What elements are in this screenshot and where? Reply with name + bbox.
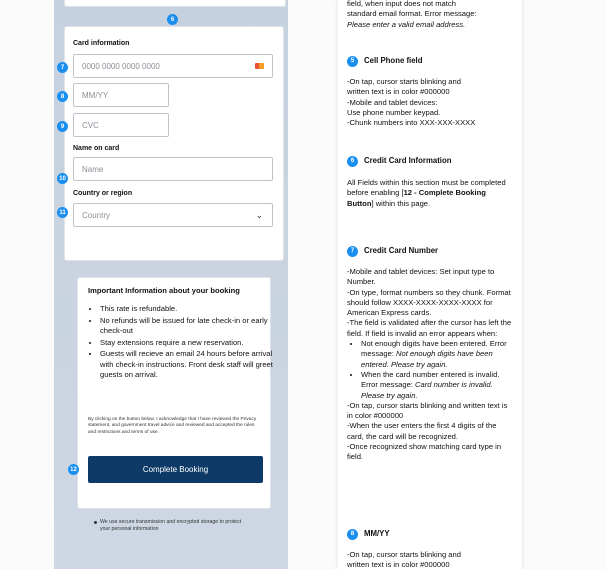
spec-line: -Mobile and tablet devices: Set input type to Number. [347,267,495,287]
mmyy-placeholder: MM/YY [82,90,109,100]
badge-7-spec: 7 [347,246,358,257]
booking-info-list [88,304,278,382]
spec-heading-8 [347,529,390,540]
mmyy-input[interactable] [73,83,169,107]
spec-panel [338,0,522,569]
card-information-section [64,26,284,261]
badge-5: 5 [347,56,358,67]
badge-6-spec: 6 [347,156,358,167]
badge-12: 12 [68,464,79,475]
spec-line: Please enter a valid email address. [347,19,466,29]
spec-line: written text is in color #000000 [347,87,450,97]
name-input[interactable] [73,157,273,181]
list-item [361,339,515,370]
list-item: • No refunds will be issued for late check-in or early check-out [100,316,278,337]
spec-line: -When the user enters the first 4 digits of the card, the card will be recognized. [347,421,497,441]
spec-line: field, when input does not match [347,0,456,8]
spec-line: -The field is validated after the cursor has left the field. If field is invalid an error appears when: [347,318,512,338]
legal-text: By clicking on the button below, I acknowledge that I have reviewed the Privacy statement, and government travel advice and reviewed and accepted the rules and restrictions and terms of use. [88,417,257,435]
list-item: • This rate is refundable. [100,304,278,315]
badge-6: 6 [167,14,178,25]
phone-mockup [54,0,288,569]
spec-body-8 [347,550,517,569]
cvc-input[interactable] [73,113,169,137]
card-number-input[interactable] [73,54,273,78]
email-spec-tail [347,0,517,30]
list-item: • Guests will recieve an email 24 hours before arrival with check-in instructions. Front desk staff will greet guests on arrival. [100,349,278,381]
spec-text: ] within this page. [371,198,431,208]
country-placeholder: Country [82,210,111,220]
spec-line: -On tap, cursor starts blinking and [347,77,461,86]
error-message: Not enough digits have been entered. Please try again. [361,349,493,369]
spec-title: Credit Card Number [364,246,439,256]
spec-title: MM/YY [364,529,390,539]
bullet-icon [94,521,97,524]
badge-9: 9 [57,121,68,132]
badge-8: 8 [57,91,68,102]
card-number-placeholder: 0000 0000 0000 0000 [82,61,160,71]
spec-error-list [347,339,515,401]
previous-section-card [64,0,286,7]
spec-heading-5 [347,56,422,67]
spec-line: -On tap, cursor starts blinking and [347,550,461,559]
spec-text: All Fields within this section must be completed before enabling [ [347,178,506,198]
cvc-placeholder: CVC [82,120,99,130]
spec-line: -On tap, cursor starts blinking and written text is in color #000000 [347,400,508,421]
spec-heading-7 [347,246,438,257]
spec-line: -Chunk numbers into XXX-XXX-XXXX [347,118,476,128]
spec-line: Use phone number keypad. [347,107,441,117]
badge-11: 11 [57,207,68,218]
spec-line: standard email format. Error message: [347,9,477,19]
spec-heading-6 [347,156,452,167]
spec-title: Credit Card Information [364,156,452,166]
booking-info-card [77,277,271,509]
spec-body-6 [347,178,513,209]
badge-8-spec: 8 [347,529,358,540]
badge-10: 10 [57,173,68,184]
spec-link-ref: 12 - Complete Booking Button [347,188,486,208]
spec-text: When the card number entered is invalid. Error message: [361,369,500,390]
spec-line: -On type, format numbers so they chunk. Format should follow XXXX-XXXX-XXXX-XXXX for American Express cards. [347,287,511,318]
spec-text: Not enough digits have been entered. Error message: [361,339,507,359]
spec-title: Cell Phone field [364,56,423,66]
secure-text: We use secure transmission and encrypted storage to protect your personal information [100,519,242,532]
credit-card-icon [255,63,264,69]
list-item [361,370,515,401]
list-item: • Stay extensions require a new reservation. [100,338,278,349]
error-message: Card number is invalid. Please try again. [361,380,493,400]
spec-line: -Once recognized show matching card type in field. [347,442,502,462]
spec-line: -Mobile and tablet devices: [347,97,438,107]
card-info-label: Card information [73,40,130,47]
booking-info-title: Important Information about your booking [88,286,240,295]
country-select[interactable] [73,203,273,227]
country-label: Country or region [73,190,133,197]
spec-line: written text is in color #000000 [347,560,450,569]
badge-7: 7 [57,62,68,73]
name-on-card-label: Name on card [73,145,120,152]
chevron-down-icon: ⌄ [255,210,263,220]
spec-body-7 [347,267,515,463]
complete-booking-button[interactable]: Complete Booking [88,456,263,483]
name-placeholder: Name [82,164,104,174]
secure-note [94,519,294,532]
spec-body-5 [347,77,517,128]
